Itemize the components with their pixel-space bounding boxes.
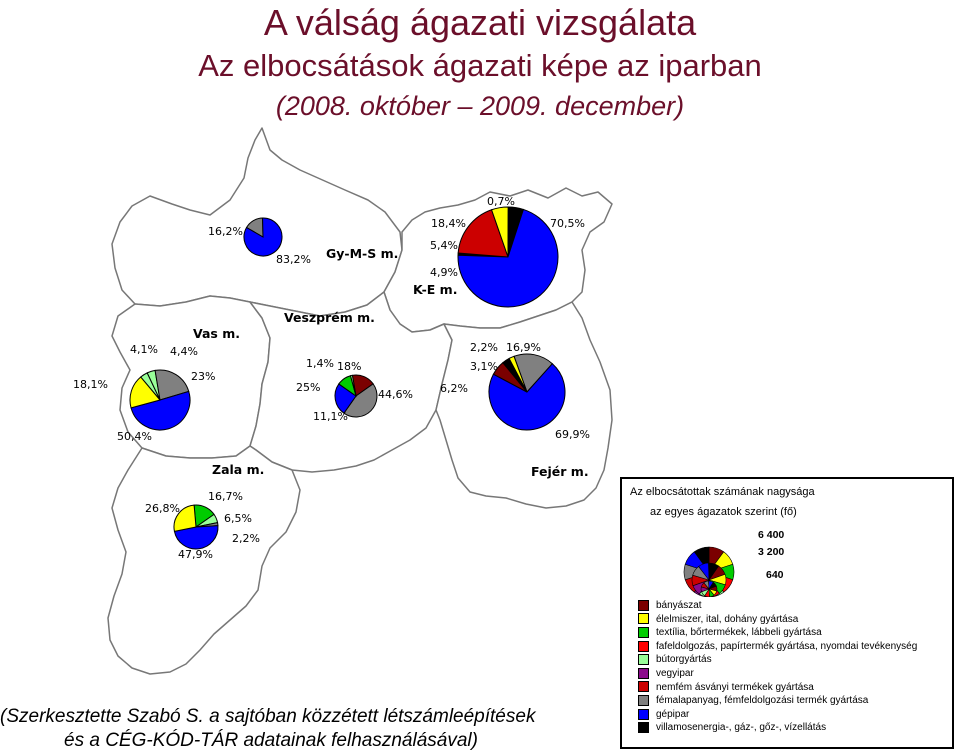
pct-label: 2,2%: [232, 532, 260, 545]
legend-item: [638, 653, 712, 666]
pct-label: 3,1%: [470, 360, 498, 373]
county-name-ke: K-E m.: [413, 282, 458, 297]
legend-item: [638, 681, 814, 694]
pct-label: 5,4%: [430, 239, 458, 252]
legend-subtitle: az egyes ágazatok szerint (fő): [650, 506, 797, 518]
legend-title: Az elbocsátottak számának nagysága: [630, 486, 815, 498]
legend-item: [638, 626, 822, 639]
legend-swatch: [638, 627, 649, 638]
legend-swatch: [638, 722, 649, 733]
legend-label: gépipar: [656, 708, 690, 720]
legend-swatch: [638, 641, 649, 652]
county-name-veszprem: Veszprém m.: [284, 310, 375, 325]
legend-item: [638, 613, 798, 626]
county-pie: [458, 207, 558, 307]
legend-label: fafeldolgozás, papírtermék gyártása, nyomdai tevékenység: [656, 640, 918, 652]
pct-label: 44,6%: [378, 388, 413, 401]
pct-label: 4,9%: [430, 266, 458, 279]
legend-swatch: [638, 654, 649, 665]
legend-label: textília, bőrtermékek, lábbeli gyártása: [656, 627, 822, 639]
legend-swatch: [638, 695, 649, 706]
legend-item: [638, 667, 694, 680]
pct-label: 0,7%: [487, 195, 515, 208]
county-pie: [244, 218, 282, 256]
legend-item: [638, 640, 917, 653]
legend-label: villamosenergia-, gáz-, gőz-, vízellátás: [656, 722, 827, 734]
legend-swatch: [638, 709, 649, 720]
pct-label: 6,5%: [224, 512, 252, 525]
size-legend-pie: [672, 533, 762, 597]
pct-label: 69,9%: [555, 428, 590, 441]
pct-label: 6,2%: [440, 382, 468, 395]
legend-swatch: [638, 668, 649, 679]
legend-item: [638, 599, 702, 612]
pct-label: 18,4%: [431, 217, 466, 230]
pct-label: 47,9%: [178, 548, 213, 561]
legend-swatch: [638, 613, 649, 624]
county-pie: [174, 505, 218, 549]
pct-label: 16,9%: [506, 341, 541, 354]
legend-label: bányászat: [656, 600, 702, 611]
county-name-gyms: Gy-M-S m.: [326, 246, 399, 261]
pct-label: 16,2%: [208, 225, 243, 238]
legend-swatch: [638, 681, 649, 692]
source-line-2: és a CÉG-KÓD-TÁR adatainak felhasználásával): [64, 730, 478, 751]
pct-label: 2,2%: [470, 341, 498, 354]
legend-label: bútorgyártás: [656, 654, 712, 666]
county-pie: [130, 370, 190, 430]
legend-item: [638, 708, 689, 721]
size-value-large: 6 400: [758, 529, 785, 541]
pct-label: 18%: [337, 360, 362, 373]
county-pie: [489, 354, 565, 430]
pct-label: 83,2%: [276, 253, 311, 266]
pct-label: 4,4%: [170, 345, 198, 358]
pct-label: 16,7%: [208, 490, 243, 503]
legend-item: [638, 721, 826, 734]
page-subtitle: Az elbocsátások ágazati képe az iparban: [198, 48, 762, 83]
county-name-vas: Vas m.: [193, 326, 240, 341]
legend-item: [638, 694, 868, 707]
legend-label: élelmiszer, ital, dohány gyártása: [656, 613, 799, 625]
county-name-zala: Zala m.: [212, 462, 265, 477]
pct-label: 25%: [296, 381, 321, 394]
pct-label: 70,5%: [550, 217, 585, 230]
legend-label: fémalapanyag, fémfeldolgozási termék gyártása: [656, 695, 869, 707]
source-line-1: (Szerkesztette Szabó S. a sajtóban közzétett létszámleépítések: [0, 706, 536, 727]
map-legend: [620, 477, 954, 749]
period-label: (2008. október – 2009. december): [275, 91, 685, 121]
pct-label: 4,1%: [130, 343, 158, 356]
pct-label: 26,8%: [145, 502, 180, 515]
size-ref-pie: [701, 581, 717, 597]
pct-label: 23%: [191, 370, 216, 383]
page-title: A válság ágazati vizsgálata: [263, 2, 697, 43]
county-name-fejer: Fejér m.: [531, 464, 589, 479]
legend-swatch: [638, 600, 649, 611]
size-value-small: 640: [766, 569, 784, 581]
legend-label: vegyipar: [656, 668, 694, 679]
size-value-medium: 3 200: [758, 546, 785, 558]
pct-label: 11,1%: [313, 410, 348, 423]
pct-label: 50,4%: [117, 430, 152, 443]
pct-label: 1,4%: [306, 357, 334, 370]
legend-label: nemfém ásványi termékek gyártása: [656, 681, 814, 693]
pct-label: 18,1%: [73, 378, 108, 391]
